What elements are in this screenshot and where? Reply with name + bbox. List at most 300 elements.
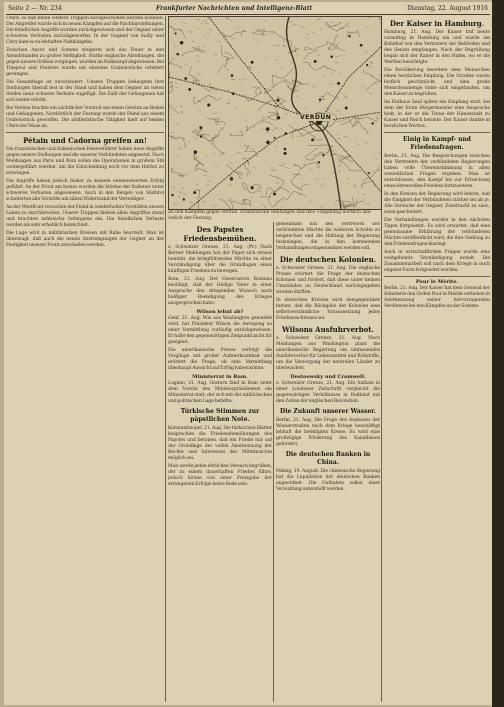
map-contour xyxy=(243,199,251,206)
map-contour xyxy=(366,17,381,20)
article-paragraph: Die Lage wird in militärischen Kreisen mit Ruhe beurteilt. Man ist überzeugt, daß auch die neuen Anstrengungen der Gegner an der Festigkeit unserer Front zerschellen werden. xyxy=(6,231,164,248)
map-settlement xyxy=(251,61,254,64)
article-paragraph: Hamburg, 21. Aug. Der Kaiser traf heute vormittag in Hamburg ein und wurde am Bahnhof von den Vertretern der Behörden und des Senats empfangen. Nach der Begrüßung begab sich der Kaiser in den Hafen, wo er die Werften besichtigte. xyxy=(384,30,490,65)
map-settlement xyxy=(183,198,185,200)
map-hatch xyxy=(344,97,346,98)
article-paragraph: Berlin, 21. Aug. Die Frage des Ausbaues der Wasserstraßen nach dem Kriege beschäftigt lebhaft die beteiligten Kreise. Es wird eine großzügige Förderung des Kanalbaues gefordert. xyxy=(276,418,380,447)
map-hatch xyxy=(338,171,341,172)
map-hatch xyxy=(249,66,252,67)
map-hatch xyxy=(226,18,230,19)
map-hatch xyxy=(229,162,232,163)
article-paragraph: z. Schweizer Grenze, 21. Aug. Nach Meldungen aus Washington plant die amerikanische Regierung ein umfassendes Ausfuhrverbot für Lebensmittel und Rohstoffe, um die Versorgung der neutralen Länder zu überwachen. xyxy=(276,336,380,371)
map-contour xyxy=(208,119,225,126)
map-hatch xyxy=(243,79,246,80)
map-settlement xyxy=(266,127,270,131)
map-hatch xyxy=(188,31,192,32)
map-hatch xyxy=(323,75,326,76)
map-hatch xyxy=(179,106,183,107)
map-hatch xyxy=(195,184,199,185)
map-contour xyxy=(243,158,249,176)
article-paragraph: Berlin, 21. Aug. Die Besprechungen zwischen den Vertretern der verbündeten Regierungen haben volle Übereinstimmung in allen wesentlichen Fragen ergeben. Man ist entschlossen, den Kampf bis zur Erreichung eines ehrenvollen Friedens fortzusetzen. xyxy=(384,154,490,189)
map-hatch xyxy=(197,55,200,56)
map-hatch xyxy=(180,112,183,113)
map-hatch xyxy=(339,113,341,114)
article-paragraph: In deutschen Kreisen wird demgegenüber betont, daß die Rückgabe der Kolonien eine selbstverständliche Voraussetzung jedes Friedensschlusses sei. xyxy=(276,298,380,321)
map-settlement xyxy=(273,193,276,196)
subhead-pour-le-merite: Pour le Mérite. xyxy=(415,279,459,285)
article-paragraph: Genf, 21. Aug. Wie aus Washington gemeldet wird, hat Präsident Wilson die Anregung zu einer Vermittlung vorläufig zurückgewiesen. Er halte den gegenwärtigen Zeitpunkt nicht für geeignet. xyxy=(168,316,272,345)
map-hatch xyxy=(196,28,199,29)
map-contour xyxy=(245,87,262,102)
map-hatch xyxy=(197,46,201,47)
map-hatch xyxy=(345,96,348,97)
article-paragraph: Die Verhandlungen werden in den nächsten Tagen fortgesetzt. Es wird erwartet, daß eine gemeinsame Erklärung der verbündeten Mächte veröffentlicht wird, die ihre Stellung zu den Friedensfragen klarlegt. xyxy=(384,218,490,247)
map-hatch xyxy=(252,126,255,127)
article-paragraph: z. Schweizer Grenze, 21. Aug. (Pr.) Nach Berner Meldungen hat der Papst sich erneut bemüht, die kriegführenden Mächte zu einer Verständigung über die Grundlagen eines künftigen Friedens zu bewegen. xyxy=(168,245,272,274)
map-hatch xyxy=(340,55,343,56)
article-paragraph: z. Schweizer Grenze, 21. Aug. Die englische Presse erörtert die Frage der deutschen Kolonien und fordert, daß diese unter keinen Umständen an Deutschland zurückgegeben werden dürften. xyxy=(276,266,380,295)
map-hatch xyxy=(214,54,218,55)
map-hatch xyxy=(227,89,230,90)
headline-ausfuhrverbot: Wilsons Ausfuhrverbot. xyxy=(282,325,374,334)
map-hatch xyxy=(375,159,377,160)
map-hatch xyxy=(170,132,173,133)
article-paragraph: Die amerikanische Presse verfolgt die Vorgänge mit großer Aufmerksamkeit und erörtert die Frage, ob eine Vermittlung überhaupt Aussicht auf Erfolg haben könne. xyxy=(168,348,272,371)
map-hatch xyxy=(262,204,266,205)
map-contour xyxy=(267,112,279,120)
section-divider xyxy=(384,132,490,133)
map-hatch xyxy=(363,194,366,195)
map-hatch xyxy=(229,184,232,185)
headline-zukunft-wasser: Die Zukunft unserer Wasser. xyxy=(280,408,376,415)
map-hatch xyxy=(296,54,299,55)
map-hatch xyxy=(171,138,173,139)
map-hatch xyxy=(297,96,299,97)
map-hatch xyxy=(225,69,229,70)
map-hatch xyxy=(305,38,307,39)
map-hatch xyxy=(198,83,201,84)
map-hatch xyxy=(281,68,284,69)
map-hatch xyxy=(374,83,377,84)
headline-petain-cadorna: Pétain und Cadorna greifen an! xyxy=(23,136,147,145)
map-hatch xyxy=(265,56,267,57)
article-paragraph: An der Westfront versuchte der Feind in wiederholten Vorstößen unsere Linien zu durchbrechen. Unsere Truppen hielten allen Angriffen stand und brachten zahlreiche Gefangene ein. Die feindlichen Verluste werden als sehr erheblich bezeichnet. xyxy=(6,205,164,228)
article-paragraph: Die Angriffe haben jedoch bisher zu keinem nennenswerten Erfolg geführt. An der Front am Isonzo wurden die Stürme der Italiener unter schweren Verlusten abgewiesen. Auch in den Bergen von Südtirol scheiterten alle Vorstöße am zähen Widerstand der Verteidiger. xyxy=(6,179,164,202)
map-hatch xyxy=(236,28,239,29)
map-hatch xyxy=(206,155,208,156)
map-hatch xyxy=(331,22,334,23)
map-hatch xyxy=(293,24,296,25)
map-hatch xyxy=(203,175,206,176)
map-hatch xyxy=(239,79,243,80)
map-settlement xyxy=(318,161,320,163)
map-hatch xyxy=(335,56,339,57)
map-settlement xyxy=(184,77,187,80)
map-hatch xyxy=(365,51,368,52)
map-hatch xyxy=(338,165,342,166)
map-hatch xyxy=(209,30,212,31)
map-hatch xyxy=(203,46,206,47)
map-settlement xyxy=(231,74,234,77)
map-hatch xyxy=(276,201,278,202)
map-hatch xyxy=(183,64,186,65)
map-hatch xyxy=(175,82,177,83)
map-hatch xyxy=(270,33,274,34)
map-hatch xyxy=(249,173,251,174)
map-settlement xyxy=(330,55,333,58)
map-hatch xyxy=(194,129,198,130)
column-rule xyxy=(273,222,274,702)
map-contour xyxy=(194,153,204,166)
map-hatch xyxy=(372,171,375,172)
map-contour xyxy=(169,58,175,83)
map-hatch xyxy=(318,96,321,97)
map-hatch xyxy=(311,32,314,33)
article-paragraph: Lugano, 21. Aug. Gestern fand in Rom unter dem Vorsitz des Ministerpräsidenten ein Ministerrat statt, der sich mit der militärischen und politischen Lage befaßte. xyxy=(168,381,272,404)
map-hatch xyxy=(327,148,330,149)
map-hatch xyxy=(207,33,210,34)
header-paper-title: Frankfurter Nachrichten und Intelligenz-Blatt xyxy=(156,5,313,12)
map-hatch xyxy=(229,176,232,177)
map-contour xyxy=(326,21,349,31)
map-hatch xyxy=(183,193,186,194)
map-hatch xyxy=(258,41,261,42)
headline-einig: Einig in Kampf- und Friedensfragen. xyxy=(402,136,472,151)
map-hatch xyxy=(176,123,178,124)
map-hatch xyxy=(197,74,200,75)
map-hatch xyxy=(337,138,341,139)
map-hatch xyxy=(335,62,339,63)
map-hatch xyxy=(296,17,298,18)
map-hatch xyxy=(312,86,315,87)
article-paragraph: Die Bevölkerung bereitete dem Monarchen einen herzlichen Empfang. Die Straßen waren festlich geschmückt, und eine große Menschenmenge hatte sich eingefunden, um den Kaiser zu begrüßen. xyxy=(384,68,490,97)
map-hatch xyxy=(378,115,381,116)
subhead-dostoewsky: Dostoewsky und Cromwell. xyxy=(290,374,366,380)
map-contour xyxy=(182,47,206,56)
map-hatch xyxy=(178,192,182,193)
map-hatch xyxy=(264,207,266,208)
map-settlement xyxy=(311,139,314,142)
map-settlement xyxy=(368,172,370,174)
map-contour xyxy=(328,35,339,50)
map-contour xyxy=(319,92,339,103)
map-hatch xyxy=(289,21,292,22)
map-hatch xyxy=(262,117,265,118)
map-hatch xyxy=(368,67,372,68)
map-hatch xyxy=(271,130,273,131)
map-hatch xyxy=(379,153,381,154)
map-settlement xyxy=(283,152,286,155)
map-hatch xyxy=(284,114,288,115)
subhead-ministerrat: Ministerrat in Rom. xyxy=(192,374,248,380)
map-hatch xyxy=(282,162,285,163)
map-contour xyxy=(363,70,381,91)
map-hatch xyxy=(235,108,237,109)
map-settlement xyxy=(345,107,348,110)
map-settlement xyxy=(194,150,198,154)
map-contour xyxy=(197,127,224,141)
map-hatch xyxy=(277,63,279,64)
header-page-number: Seite 2 — Nr. 234 xyxy=(8,5,62,12)
map-hatch xyxy=(310,169,314,170)
map-contour xyxy=(354,117,368,133)
map-hatch xyxy=(203,133,205,134)
map-hatch xyxy=(324,178,326,179)
verdun-map xyxy=(168,16,382,210)
map-hatch xyxy=(263,119,267,120)
map-hatch xyxy=(337,134,339,135)
map-hatch xyxy=(378,75,381,76)
map-contour xyxy=(264,80,285,94)
map-contour xyxy=(291,174,309,190)
article-paragraph: Im Rathaus fand später ein Empfang statt, bei dem der Erste Bürgermeister eine Ansprache hielt, in der er die Treue der Hansestadt zu Kaiser und Reich betonte. Der Kaiser dankte in herzlichen Worten. xyxy=(384,100,490,129)
map-hatch xyxy=(337,157,340,158)
map-hatch xyxy=(266,132,270,133)
map-settlement xyxy=(193,191,196,194)
map-hatch xyxy=(336,121,338,122)
map-hatch xyxy=(265,34,267,35)
newspaper-page xyxy=(4,2,492,705)
map-hatch xyxy=(282,197,284,198)
map-hatch xyxy=(196,19,200,20)
map-road xyxy=(319,47,381,122)
map-contour xyxy=(169,134,186,148)
map-contour xyxy=(260,188,277,198)
map-hatch xyxy=(175,87,178,88)
headline-kolonien: Die deutschen Kolonien. xyxy=(279,255,377,264)
header-date: Dienstag, 22. August 1916 xyxy=(407,5,488,12)
map-contour xyxy=(294,162,320,170)
map-hatch xyxy=(273,45,276,46)
map-settlement xyxy=(366,64,368,66)
map-city-label: VERDUN xyxy=(300,114,332,121)
map-hatch xyxy=(321,139,324,140)
map-hatch xyxy=(353,185,356,186)
map-contour xyxy=(306,148,324,160)
map-hatch xyxy=(181,111,185,112)
article-paragraph: Auch in wirtschaftlichen Fragen wurde eine weitgehende Verständigung erzielt. Die Zusammenarbeit soll nach dem Kriege in noch engerer Form fortgesetzt werden. xyxy=(384,250,490,273)
map-hatch xyxy=(331,73,334,74)
map-hatch xyxy=(316,179,319,180)
map-settlement xyxy=(188,88,191,91)
map-contour xyxy=(221,46,233,59)
map-settlement xyxy=(274,137,276,139)
map-settlement xyxy=(180,41,183,44)
map-contour xyxy=(270,175,290,192)
map-contour xyxy=(222,30,246,37)
map-hatch xyxy=(378,19,381,20)
map-hatch xyxy=(207,17,209,18)
map-settlement xyxy=(175,32,177,34)
map-settlement xyxy=(360,44,363,47)
map-hatch xyxy=(329,83,332,84)
map-settlement xyxy=(232,92,235,95)
map-hatch xyxy=(320,206,323,207)
map-settlement xyxy=(277,116,281,120)
map-hatch xyxy=(334,204,337,205)
headline-papst: Des Papstes Friedensbemühen. xyxy=(183,225,257,243)
article-paragraph: Man werde jeden ehrlichen Versuch begrüßen, der zu einem dauerhaften Frieden führe, jedoch könne von einer Preisgabe der errungenen Erfolge keine Rede sein. xyxy=(168,464,272,487)
map-hatch xyxy=(182,23,185,24)
map-hatch xyxy=(213,153,215,154)
map-hatch xyxy=(347,178,350,179)
article-paragraph: Bei Verdun brachte ein nächtlicher Vorstoß uns einen Gewinn an Boden und Gefangenen. Nordöstlich der Festung wurde der Feind aus einem Grabenstück geworfen. Die artilleristische Tätigkeit hielt auf beiden Ufern der Maas an. xyxy=(6,106,164,129)
page-header xyxy=(6,4,490,15)
map-hatch xyxy=(201,23,204,24)
map-hatch xyxy=(178,148,182,149)
map-hatch xyxy=(321,185,324,186)
map-hatch xyxy=(213,113,217,114)
map-settlement xyxy=(319,98,321,100)
map-drawing xyxy=(169,17,381,209)
map-hatch xyxy=(250,197,252,198)
map-hatch xyxy=(379,197,381,198)
headline-kaiser-hamburg: Der Kaiser in Hamburg. xyxy=(389,19,485,28)
map-hatch xyxy=(281,206,284,207)
map-hatch xyxy=(230,199,233,200)
map-hatch xyxy=(194,138,197,139)
column-rule xyxy=(165,16,166,702)
article-paragraph: gemeinsam mit den Vertretern der verbündeten Mächte die weiteren Schritte zu besprechen und die Haltung der Regierung festzulegen, die in den kommenden Verhandlungen eingenommen werden soll. xyxy=(276,222,380,251)
map-hatch xyxy=(261,128,263,129)
map-hatch xyxy=(252,87,256,88)
map-hatch xyxy=(200,52,204,53)
map-contour xyxy=(169,98,179,114)
map-hatch xyxy=(178,196,181,197)
map-settlement xyxy=(284,148,287,151)
map-contour xyxy=(218,58,229,74)
article-paragraph: Die französischen und italienischen Heeresführer haben neue Angriffe gegen unsere Stellungen und die unserer Verbündeten angesetzt. Nach Meldungen aus Paris und Rom sollen die Operationen in großem Stil weitergeführt werden, um die Entscheidung noch vor dem Herbst zu erzwingen. xyxy=(6,147,164,176)
map-hatch xyxy=(307,34,310,35)
map-hatch xyxy=(203,20,207,21)
map-hatch xyxy=(343,94,346,95)
article-paragraph: Peking, 19. August. Die chinesische Regierung hat die Liquidation der deutschen Banken angeordnet. Die Guthaben sollen einer Verwaltung unterstellt werden. xyxy=(276,469,380,492)
map-hatch xyxy=(248,67,252,68)
map-contour xyxy=(169,85,173,97)
map-hatch xyxy=(338,72,340,73)
map-hatch xyxy=(174,46,177,47)
map-contour xyxy=(219,200,245,209)
map-hatch xyxy=(230,38,234,39)
headline-tuerkische-stimmen: Türkische Stimmen zur päpstlichen Note. xyxy=(180,408,260,423)
map-hatch xyxy=(302,27,304,28)
map-hatch xyxy=(290,62,293,63)
map-hatch xyxy=(274,146,277,147)
map-hatch xyxy=(275,127,278,128)
map-hatch xyxy=(217,41,221,42)
map-hatch xyxy=(317,167,321,168)
section-divider xyxy=(384,276,490,277)
map-hatch xyxy=(253,38,255,39)
map-hatch xyxy=(251,148,253,149)
article-paragraph: Zwischen Ancre und Somme steigerte sich das Feuer in den Abendstunden zu großer Heftigkeit. Starke englische Abteilungen, die gegen unsere Gräben vorgingen, wurden im Nahkampf abgewiesen. Bei Thiepval und Pozières wurde um einzelne Grabenstücke erbittert gerungen. xyxy=(6,48,164,77)
map-settlement xyxy=(230,177,233,180)
map-hatch xyxy=(367,203,370,204)
map-hatch xyxy=(365,142,369,143)
map-hatch xyxy=(227,200,230,201)
article-paragraph: Konstantinopel, 21. Aug. Die türkischen Blätter besprechen die Friedensbemühungen des Papstes und betonen, daß ein Friede nur auf der Grundlage der vollen Anerkennung der Rechte und Interessen der Mittelmächte möglich sei. xyxy=(168,426,272,461)
map-hatch xyxy=(206,117,208,118)
map-hatch xyxy=(174,203,177,204)
map-settlement xyxy=(200,135,202,137)
column-3 xyxy=(276,222,380,702)
map-settlement xyxy=(199,126,202,129)
map-hatch xyxy=(203,201,207,202)
map-hatch xyxy=(213,205,217,206)
map-hatch xyxy=(280,128,282,129)
map-hatch xyxy=(346,26,350,27)
page-edge-shadow xyxy=(492,0,504,707)
map-hatch xyxy=(188,141,191,142)
map-hatch xyxy=(274,128,278,129)
map-settlement xyxy=(314,60,317,63)
map-settlement xyxy=(285,132,288,135)
map-hatch xyxy=(294,165,297,166)
map-settlement xyxy=(371,122,373,124)
map-contour xyxy=(271,69,293,88)
map-hatch xyxy=(172,187,175,188)
map-hatch xyxy=(189,202,193,203)
map-hatch xyxy=(198,110,201,111)
map-hatch xyxy=(196,60,199,61)
map-hatch xyxy=(177,155,180,156)
map-hatch xyxy=(277,142,279,143)
map-contour xyxy=(303,47,316,60)
map-hatch xyxy=(295,86,299,87)
map-hatch xyxy=(355,144,359,145)
map-settlement xyxy=(207,103,210,106)
map-contour xyxy=(189,67,199,84)
map-hatch xyxy=(298,136,301,137)
subhead-wilson: Wilson lehnt ab? xyxy=(196,309,244,315)
map-hatch xyxy=(301,178,303,179)
map-contour xyxy=(193,96,221,104)
map-settlement xyxy=(251,186,254,189)
map-hatch xyxy=(214,90,217,91)
map-hatch xyxy=(226,17,228,18)
map-contour xyxy=(344,197,364,207)
map-hatch xyxy=(170,114,173,115)
map-contour xyxy=(303,62,336,71)
map-hatch xyxy=(305,107,308,108)
map-hatch xyxy=(277,176,279,177)
article-paragraph: In den Kreisen der Regierung wird betont, daß die Einigkeit der Verbündeten stärker sei als je. Alle Versuche der Gegner, Zwietracht zu säen, seien gescheitert. xyxy=(384,192,490,215)
map-settlement xyxy=(266,141,270,145)
map-settlement xyxy=(171,194,173,196)
map-hatch xyxy=(265,20,267,21)
map-hatch xyxy=(205,23,209,24)
map-hatch xyxy=(192,41,195,42)
map-hatch xyxy=(285,168,289,169)
map-settlement xyxy=(276,99,279,102)
map-hatch xyxy=(261,122,264,123)
map-caption: Zu den Kämpfen gegen Verdun. Französische Stellungen und ihre Umgebung nördlich und östlich der Festung. xyxy=(168,210,371,221)
map-hatch xyxy=(334,48,338,49)
map-hatch xyxy=(271,167,274,168)
map-hatch xyxy=(258,191,261,192)
map-hatch xyxy=(380,23,381,24)
map-hatch xyxy=(181,188,184,189)
article-paragraph: Berlin, 21. Aug. Der Kaiser hat dem General der Infanterie den Orden Pour le Mérite verliehen in Anerkennung seiner hervorragenden Verdienste bei den Kämpfen an der Somme. xyxy=(384,286,490,309)
map-hatch xyxy=(237,152,241,153)
map-hatch xyxy=(204,35,206,36)
map-hatch xyxy=(344,136,348,137)
map-hatch xyxy=(230,20,233,21)
article-paragraph: Ufern, so daß Ihnen weitere Truppen nachgeschoben werden konnten. Der Angreifer wurde sich in neuen Kämpfen auf die Nachbarstellungen. Die feindlichen Angriffe wurden zurückgewiesen und der Gegner unter schweren Verlusten zurückgeworfen. In der Gegend von Sailly und Clery kam es zu lebhaften Nahkämpfen. xyxy=(6,16,164,45)
map-hatch xyxy=(366,27,369,28)
column-4 xyxy=(384,16,490,702)
map-hatch xyxy=(275,60,278,61)
